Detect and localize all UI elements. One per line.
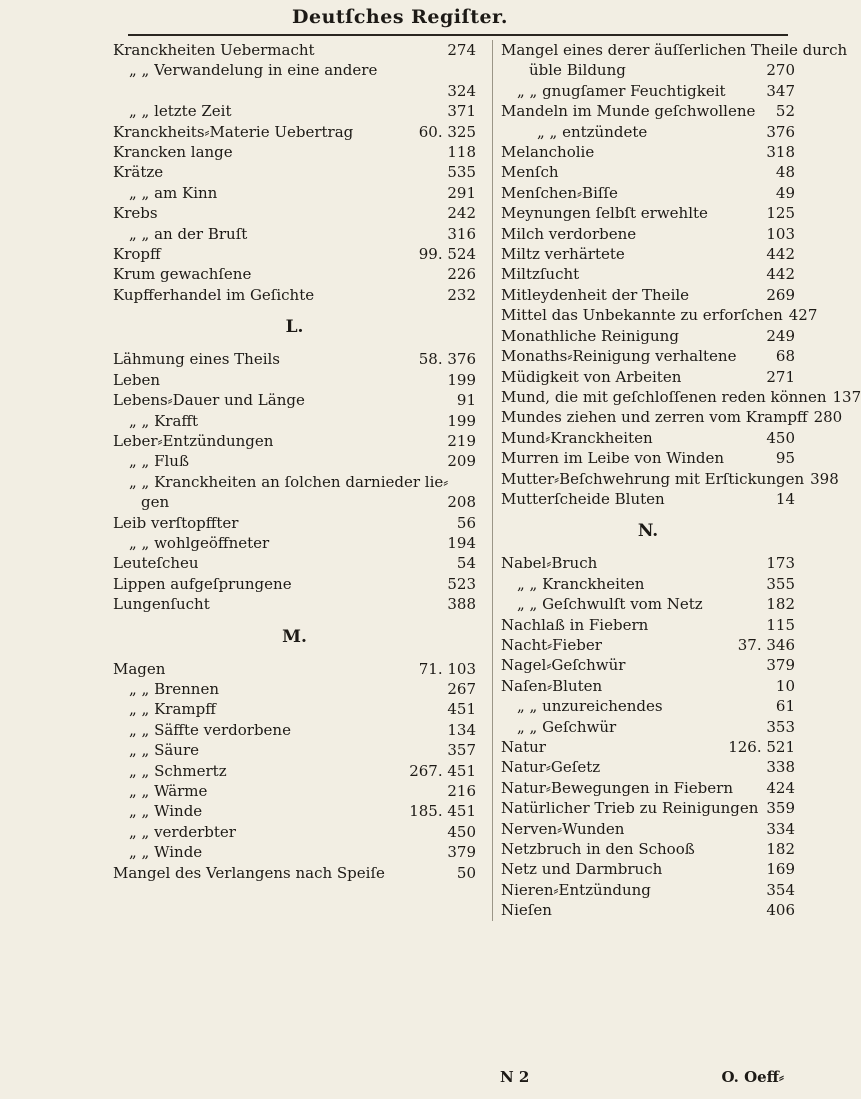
- entry-page: 398: [810, 469, 839, 488]
- entry-text: „ „ Säure: [129, 741, 200, 760]
- entry-page: 91: [456, 391, 476, 410]
- entry-text: Nacht⸗Fieber: [501, 635, 602, 654]
- register-entry: [501, 553, 795, 573]
- entry-text: Müdigkeit von Arbeiten: [501, 367, 682, 386]
- register-entry: [501, 203, 795, 223]
- entry-page: 379: [766, 656, 795, 675]
- entry-page: 267. 451: [409, 761, 476, 780]
- entry-text: „ „ Brennen: [129, 679, 220, 698]
- entry-page: 61: [775, 697, 795, 716]
- page-header: Deutſches Regiſter.: [292, 6, 508, 28]
- register-entry: [501, 448, 795, 468]
- entry-text-line2: gen: [141, 493, 170, 512]
- entry-page: 115: [766, 615, 795, 634]
- entry-text: Nerven⸗Wunden: [501, 819, 625, 838]
- entry-text: Naſen⸗Bluten: [501, 676, 603, 695]
- register-entry: [113, 142, 476, 162]
- entry-page: 50: [456, 863, 476, 882]
- entry-page: 291: [447, 183, 476, 202]
- entry-text: Krätze: [113, 163, 164, 182]
- register-entry: [501, 285, 795, 305]
- section-n-list: [501, 553, 795, 920]
- register-entry: [501, 676, 795, 696]
- entry-page: 125: [766, 204, 795, 223]
- entry-page: 48: [775, 163, 795, 182]
- entry-page: 182: [766, 840, 795, 859]
- entry-text: Leben: [113, 370, 160, 389]
- register-entry: [113, 553, 476, 573]
- entry-text: „ „ verderbter: [129, 822, 236, 841]
- entry-page: 199: [447, 370, 476, 389]
- register-entry: [113, 842, 476, 862]
- register-entry: [501, 594, 795, 614]
- entry-text: „ „ Säffte verdorbene: [129, 720, 291, 739]
- register-entry: [501, 367, 795, 387]
- register-entry: [501, 407, 843, 427]
- register-entry: [113, 349, 476, 369]
- entry-text: Nieren⸗Entzündung: [501, 880, 651, 899]
- entry-page: 523: [447, 574, 476, 593]
- letter-heading-n: N.: [637, 521, 659, 542]
- entry-page: 60. 325: [418, 122, 476, 141]
- entry-page: 14: [775, 489, 795, 508]
- entry-text: „ „ unzureichendes: [517, 697, 663, 716]
- register-entry: [113, 60, 476, 80]
- section-k-list: [113, 40, 476, 305]
- entry-text: Menſchen⸗Biſſe: [501, 183, 618, 202]
- entry-text: „ „ an der Bruſt: [129, 224, 248, 243]
- entry-text: Mutterſcheide Bluten: [501, 489, 665, 508]
- register-entry: [501, 489, 795, 509]
- page-footer: [500, 1068, 784, 1087]
- register-entry: [501, 469, 839, 489]
- entry-text: Krum gewachſene: [113, 265, 252, 284]
- register-entry: [113, 81, 476, 101]
- entry-text: Monaths⸗Reinigung verhaltene: [501, 347, 737, 366]
- section-l-list: [113, 349, 476, 471]
- entry-page: 424: [766, 778, 795, 797]
- entry-page: 535: [447, 163, 476, 182]
- section-m-list: [113, 659, 476, 883]
- entry-page: 271: [766, 367, 795, 386]
- entry-page: 232: [447, 285, 476, 304]
- entry-page: 379: [447, 843, 476, 862]
- entry-text: Netz und Darmbruch: [501, 860, 663, 879]
- register-entry: [113, 720, 476, 740]
- entry-text: „ „ Geſchwür: [517, 717, 617, 736]
- entry-page: 37. 346: [737, 635, 795, 654]
- entry-page: 58. 376: [418, 350, 476, 369]
- entry-page: 71. 103: [418, 659, 476, 678]
- entry-page: 10: [775, 676, 795, 695]
- register-entry: [113, 370, 476, 390]
- entry-page: 354: [766, 880, 795, 899]
- entry-page: 182: [766, 595, 795, 614]
- register-entry: [113, 659, 476, 679]
- entry-page: 194: [447, 533, 476, 552]
- register-entry: [501, 224, 795, 244]
- entry-text: Milch verdorbene: [501, 224, 637, 243]
- register-entry: [113, 203, 476, 223]
- register-entry: [113, 699, 476, 719]
- entry-text: Natur⸗Bewegungen in Fiebern: [501, 778, 733, 797]
- entry-text: Miltz verhärtete: [501, 245, 625, 264]
- entry-text: Lippen aufgeſprungene: [113, 574, 292, 593]
- entry-page: 54: [456, 554, 476, 573]
- entry-page: 219: [447, 431, 476, 450]
- entry-page: 334: [766, 819, 795, 838]
- entry-page: 270: [766, 61, 795, 80]
- register-entry: [113, 451, 476, 471]
- register-entry: [113, 679, 476, 699]
- register-entry: [113, 533, 476, 553]
- register-entry: [113, 761, 476, 781]
- entry-text: Mund, die mit geſchloſſenen reden können: [501, 387, 827, 406]
- entry-page: 355: [766, 574, 795, 593]
- entry-text: Mundes ziehen und zerren vom Krampff: [501, 408, 808, 427]
- register-entry: [501, 428, 795, 448]
- entry-text: Mandeln im Munde geſchwollene: [501, 102, 756, 121]
- register-entry: [113, 411, 476, 431]
- register-entry: [501, 737, 795, 757]
- entry-page: 173: [766, 554, 795, 573]
- entry-page: 442: [766, 265, 795, 284]
- entry-text: Lungenſucht: [113, 595, 210, 614]
- entry-page: 169: [766, 860, 795, 879]
- register-entry: [501, 326, 795, 346]
- entry-page: 450: [447, 822, 476, 841]
- entry-page: 185. 451: [409, 802, 476, 821]
- register-entry: [113, 40, 476, 60]
- entry-page: 353: [766, 717, 795, 736]
- entry-page: 137: [832, 387, 861, 406]
- entry-text: „ „ gnugſamer Feuchtigkeit: [517, 81, 726, 100]
- entry-page: 49: [775, 183, 795, 202]
- entry-page: 316: [447, 224, 476, 243]
- register-entry: [113, 574, 476, 594]
- entry-page: 269: [766, 285, 795, 304]
- entry-text: „ „ Geſchwulſt vom Netz: [517, 595, 703, 614]
- entry-page: 267: [447, 679, 476, 698]
- register-entry: [501, 615, 795, 635]
- register-entry: [501, 859, 795, 879]
- entry-page: 359: [766, 799, 795, 818]
- entry-text: Krebs: [113, 204, 158, 223]
- signature-mark: N 2: [500, 1068, 530, 1086]
- entry-text: „ „ Winde: [129, 802, 203, 821]
- register-entry: [501, 142, 795, 162]
- entry-page: 199: [447, 411, 476, 430]
- register-entry: [501, 387, 861, 407]
- entry-page: 338: [766, 758, 795, 777]
- register-entry: [501, 81, 795, 101]
- register-entry-wrapped: [113, 472, 476, 513]
- register-entry: [501, 696, 795, 716]
- entry-page: 118: [447, 143, 476, 162]
- entry-text: Kropff: [113, 245, 161, 264]
- register-entry: [113, 264, 476, 284]
- header-rule: [128, 34, 788, 36]
- register-entry: [113, 285, 476, 305]
- register-entry: [501, 757, 795, 777]
- entry-page: 249: [766, 326, 795, 345]
- entry-page: 242: [447, 204, 476, 223]
- entry-page: 52: [775, 102, 795, 121]
- entry-page: 388: [447, 595, 476, 614]
- entry-page: 371: [447, 102, 476, 121]
- letter-heading-l: L.: [285, 317, 304, 338]
- entry-page: 451: [447, 700, 476, 719]
- entry-page: 280: [813, 408, 843, 427]
- entry-text: Nachlaß in Fiebern: [501, 615, 649, 634]
- entry-text-line2: üble Bildung: [529, 61, 626, 80]
- entry-text: Mangel des Verlangens nach Speiſe: [113, 863, 385, 882]
- entry-text: „ „ Krafft: [129, 411, 199, 430]
- entry-text: Leib verſtopffter: [113, 513, 239, 532]
- entry-text: Monathliche Reinigung: [501, 326, 679, 345]
- entry-page: 103: [766, 224, 795, 243]
- register-entry: [501, 183, 795, 203]
- register-entry: [501, 839, 795, 859]
- entry-page: 126. 521: [728, 738, 795, 756]
- register-entry: [113, 101, 476, 121]
- register-entry: [501, 655, 795, 675]
- entry-text: Nabel⸗Bruch: [501, 554, 598, 573]
- entry-page: 95: [775, 449, 795, 468]
- entry-text: Natur⸗Geſetz: [501, 758, 601, 777]
- entry-text: Nagel⸗Geſchwür: [501, 656, 626, 675]
- entry-text: Mund⸗Kranckheiten: [501, 428, 653, 447]
- register-entry: [113, 863, 476, 883]
- entry-text-line1: Mangel eines derer äuſſerlichen Theile durch: [501, 41, 848, 59]
- register-entry: [113, 431, 476, 451]
- entry-text: Natur: [501, 738, 546, 756]
- entry-text: Kranckheits⸗Materie Uebertrag: [113, 122, 354, 141]
- register-entry: [501, 346, 795, 366]
- register-entry: [113, 183, 476, 203]
- register-entry: [113, 244, 476, 264]
- entry-page: 442: [766, 245, 795, 264]
- entry-text: Meynungen ſelbſt erwehlte: [501, 204, 708, 223]
- entry-text: „ „ entzündete: [537, 122, 648, 141]
- entry-page: 99. 524: [418, 245, 476, 264]
- entry-page: 56: [456, 513, 476, 532]
- register-entry: [113, 224, 476, 244]
- entry-text: „ „ wohlgeöffneter: [129, 533, 270, 552]
- register-entry: [501, 162, 795, 182]
- register-entry: [501, 264, 795, 284]
- entry-text: Mittel das Unbekannte zu erforſchen: [501, 306, 783, 325]
- entry-text: Mutter⸗Beſchwehrung mit Erſtickungen: [501, 469, 805, 488]
- entry-page: 406: [766, 901, 795, 920]
- register-entry: [113, 822, 476, 842]
- register-entry: [113, 122, 476, 142]
- entry-page: 376: [766, 122, 795, 141]
- section-l2-list: [113, 513, 476, 615]
- entry-text: Mitleydenheit der Theile: [501, 285, 690, 304]
- register-entry: [113, 801, 476, 821]
- entry-page: 134: [447, 720, 476, 739]
- register-entry: [501, 900, 795, 920]
- entry-text: „ „ letzte Zeit: [129, 102, 232, 121]
- entry-text: „ „ Kranckheiten: [517, 574, 645, 593]
- entry-page: 68: [775, 347, 795, 366]
- register-entry: [113, 740, 476, 760]
- entry-text: Nieſen: [501, 901, 552, 920]
- entry-page: 208: [447, 493, 476, 512]
- right-column: [492, 40, 861, 921]
- entry-text: „ „ Krampff: [129, 700, 216, 719]
- entry-text: Magen: [113, 659, 166, 678]
- register-entry: [113, 162, 476, 182]
- register-entry: [501, 122, 795, 142]
- entry-text: Lebens⸗Dauer und Länge: [113, 391, 305, 410]
- entry-page: 274: [447, 41, 476, 59]
- entry-page: 324: [447, 81, 476, 100]
- register-entry: [501, 798, 795, 818]
- entry-text: „ „ am Kinn: [129, 183, 218, 202]
- entry-text: Krancken lange: [113, 143, 233, 162]
- entry-text: Kupfferhandel im Geſichte: [113, 285, 315, 304]
- entry-text-line1: „ „ Kranckheiten an ſolchen darnieder lie⸗: [129, 472, 449, 491]
- entry-text: Lähmung eines Theils: [113, 350, 280, 369]
- register-entry: [113, 390, 476, 410]
- entry-page: 427: [788, 306, 818, 325]
- register-entry: [501, 778, 795, 798]
- entry-page: 357: [447, 741, 476, 760]
- register-entry: [501, 819, 795, 839]
- entry-text: „ „ Fluß: [129, 452, 189, 471]
- left-column: [113, 40, 476, 883]
- register-entry: [113, 781, 476, 801]
- entry-text: „ „ Winde: [129, 843, 203, 862]
- register-entry-wrapped: [501, 40, 848, 81]
- entry-text: „ „ Verwandelung in eine andere: [129, 61, 378, 80]
- register-entry: [501, 244, 795, 264]
- register-entry: [113, 513, 476, 533]
- entry-text: Melancholie: [501, 143, 595, 162]
- entry-text: Kranckheiten Uebermacht: [113, 41, 315, 59]
- entry-page: 318: [766, 143, 795, 162]
- register-entry: [501, 574, 795, 594]
- letter-heading-m: M.: [282, 626, 307, 647]
- register-entry: [501, 717, 795, 737]
- entry-page: 216: [447, 782, 476, 800]
- register-entry: [501, 305, 818, 325]
- entry-text: Menſch: [501, 163, 559, 182]
- catchword: O. Oeff⸗: [721, 1068, 784, 1086]
- register-entry: [501, 101, 795, 121]
- register-entry: [501, 635, 795, 655]
- entry-text: „ „ Schmertz: [129, 761, 227, 780]
- entry-text: „ „ Wärme: [129, 782, 208, 800]
- entry-page: 209: [447, 452, 476, 471]
- entry-page: 347: [766, 81, 795, 100]
- entry-text: Netzbruch in den Schooß: [501, 840, 695, 859]
- entry-text: Miltzſucht: [501, 265, 580, 284]
- entry-page: 226: [447, 265, 476, 284]
- entry-page: 450: [766, 428, 795, 447]
- entry-text: Natürlicher Trieb zu Reinigungen: [501, 799, 759, 818]
- section-m-cont-list: [501, 81, 861, 510]
- register-entry: [501, 880, 795, 900]
- entry-text: Leuteſcheu: [113, 554, 199, 573]
- entry-text: Leber⸗Entzündungen: [113, 431, 274, 450]
- entry-text: Murren im Leibe von Winden: [501, 449, 725, 468]
- register-entry: [113, 594, 476, 614]
